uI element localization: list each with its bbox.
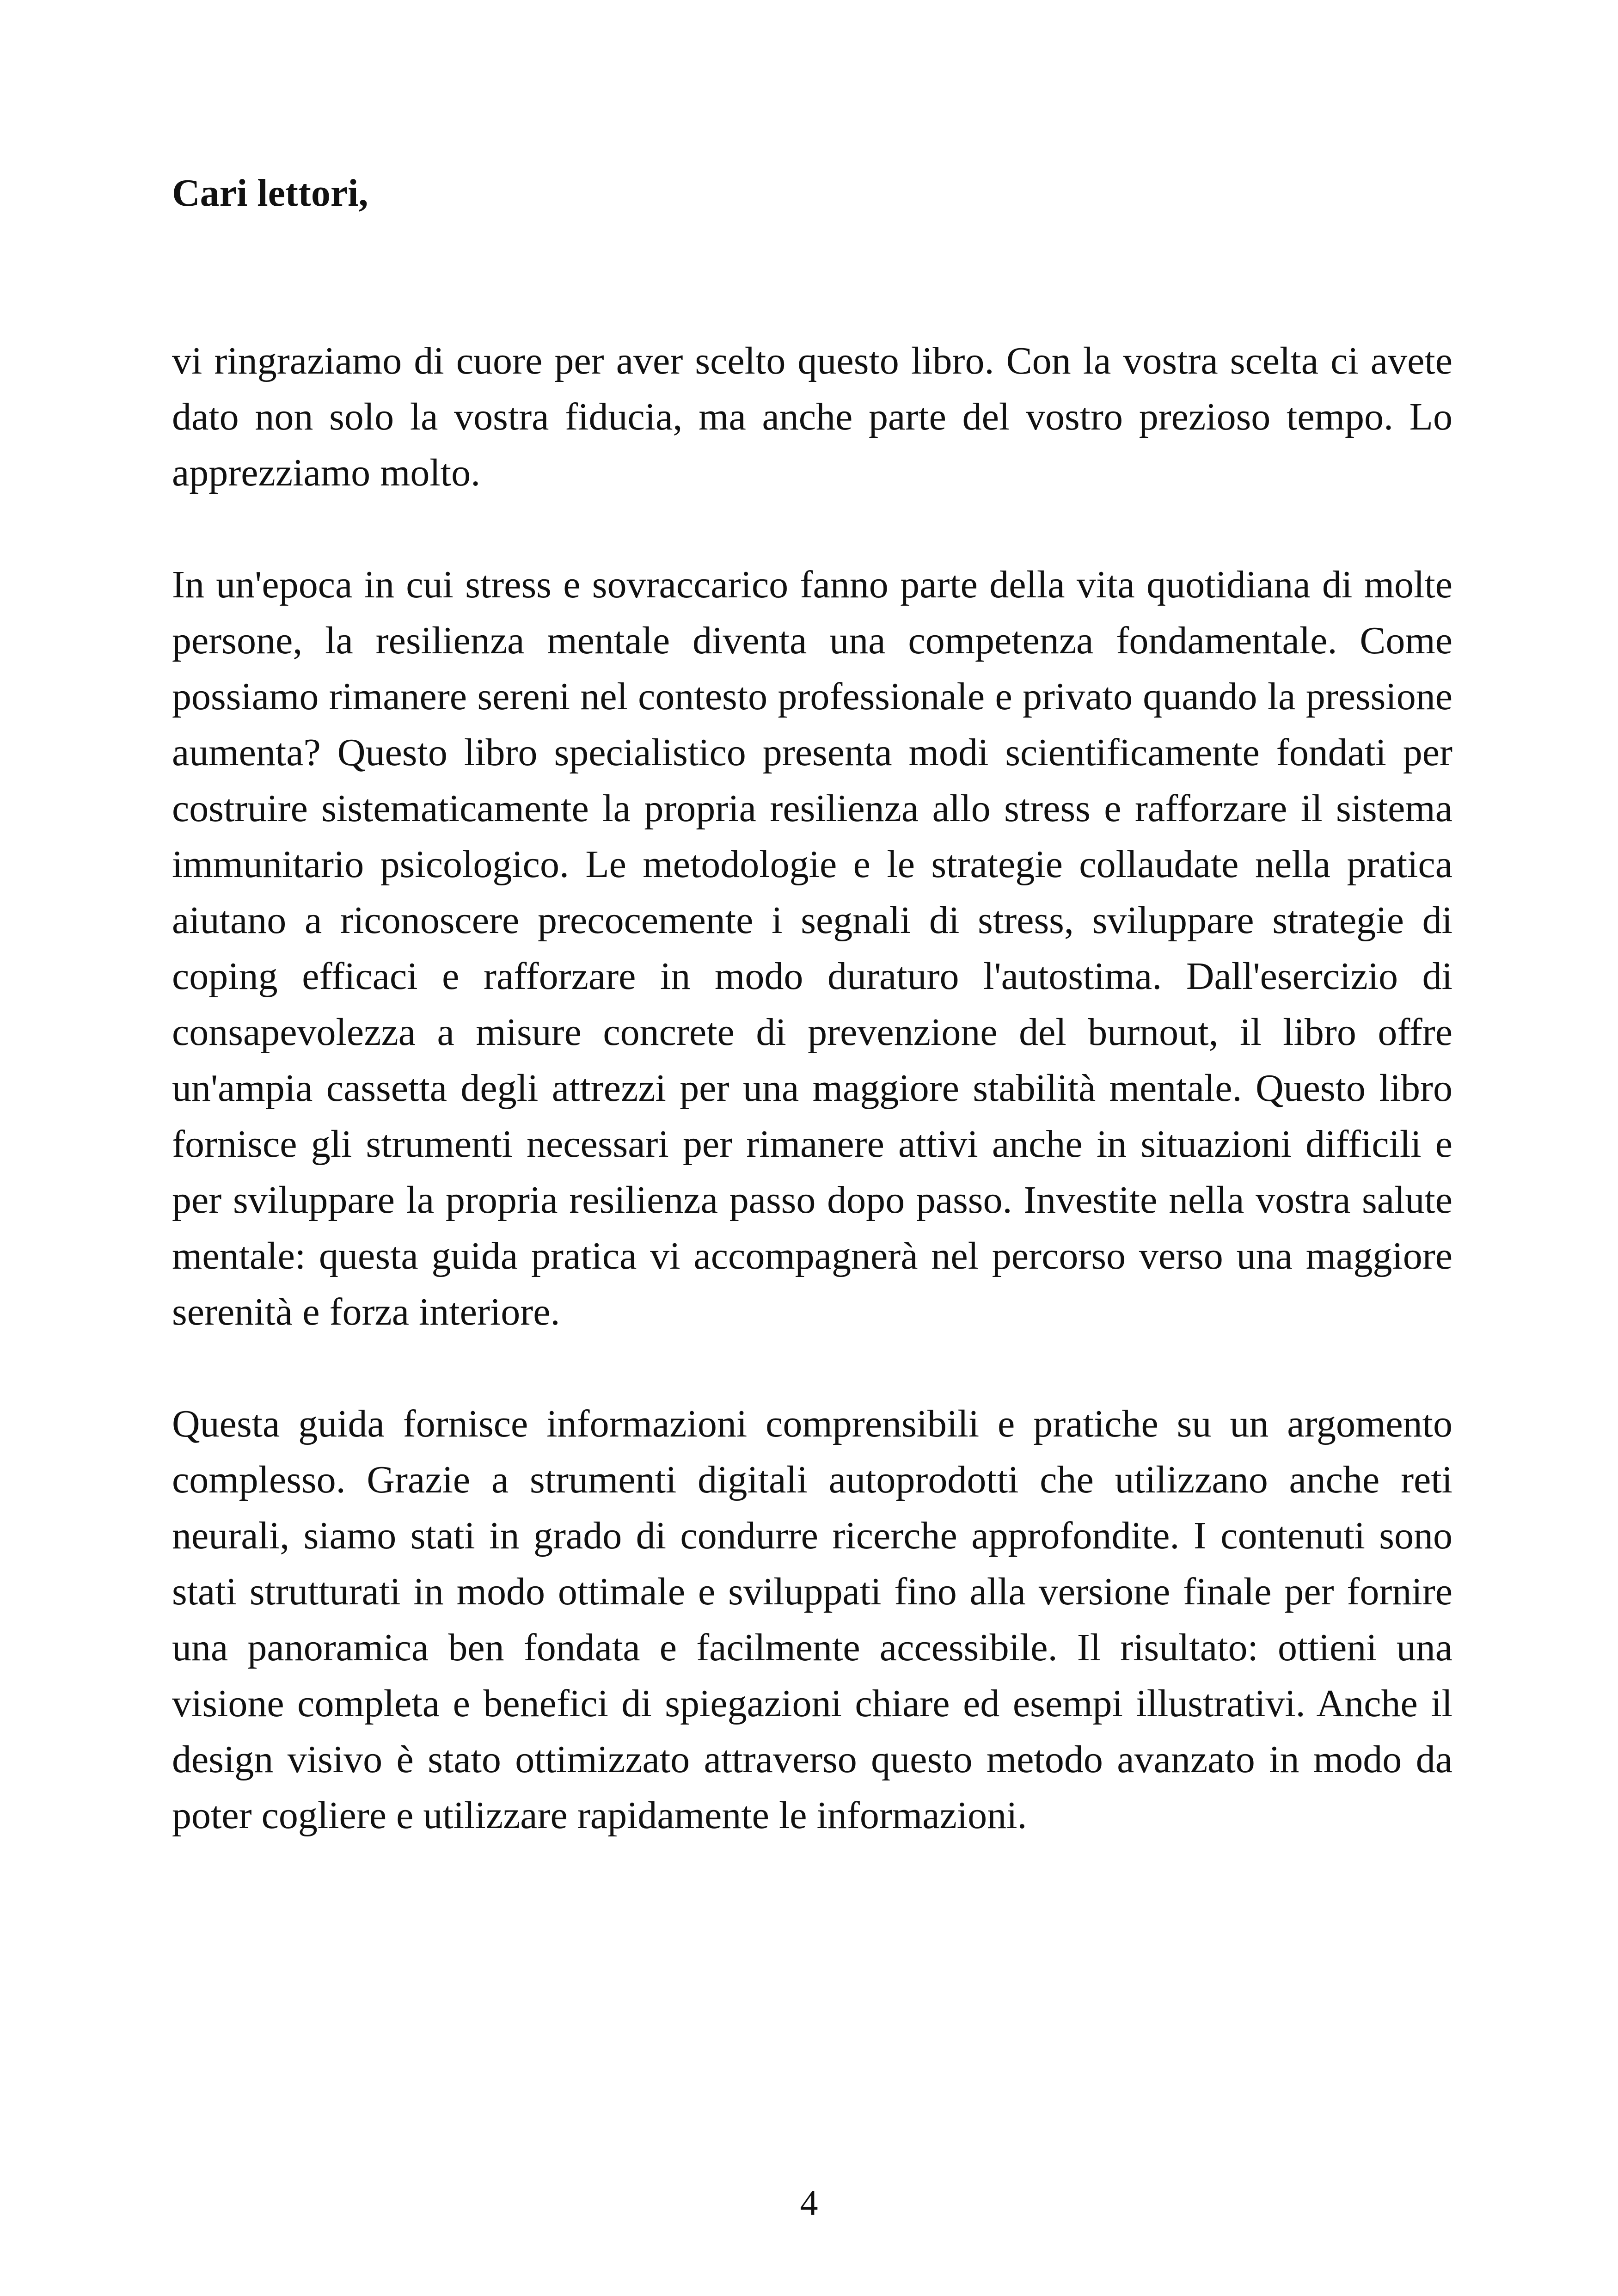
paragraph-thanks: vi ringraziamo di cuore per aver scelto questo libro. Con la vostra scelta ci avete dato non solo la vostra fiducia, ma anche parte del vostro prezioso tempo. Lo apprezziamo molto. (172, 339, 1453, 494)
paragraph-guide: Questa guida fornisce informazioni comprensibili e pratiche su un argomento complesso. Grazie a strumenti digitali autoprodotti che utilizzano anche reti neurali, siamo stati in grado di condurre ricerche approfondite. I contenuti sono stati strutturati in modo ottimale e sviluppati fino alla versione finale per fornire una panoramica ben fondata e facilmente accessibile. Il risultato: ottieni una visione completa e benefici di spiegazioni chiare ed esempi illustrativi. Anche il design visivo è stato ottimizzato attraverso questo metodo avanzato in modo da poter cogliere e utilizzare rapidamente le informazioni. (172, 1402, 1453, 1837)
page-number: 4 (800, 2183, 818, 2223)
letter-body (172, 333, 1453, 1899)
paragraph-resilience: In un'epoca in cui stress e sovraccarico fanno parte della vita quotidiana di molte persone, la resilienza mentale diventa una competenza fondamentale. Come possiamo rimanere sereni nel contesto professionale e privato quando la pressione aumenta? Questo libro specialistico presenta modi scientificamente fondati per costruire sistematicamente la propria resilienza allo stress e rafforzare il sistema immunitario psicologico. Le metodologie e le strategie collaudate nella pratica aiutano a riconoscere precocemente i segnali di stress, sviluppare strategie di coping efficaci e rafforzare in modo duraturo l'autostima. Dall'esercizio di consapevolezza a misure concrete di prevenzione del burnout, il libro offre un'ampia cassetta degli attrezzi per una maggiore stabilità mentale. Questo libro fornisce gli strumenti necessari per rimanere attivi anche in situazioni difficili e per sviluppare la propria resilienza passo dopo passo. Investite nella vostra salute mentale: questa guida pratica vi accompagnerà nel percorso verso una maggiore serenità e forza interiore. (172, 563, 1453, 1333)
salutation-heading: Cari lettori, (172, 172, 368, 215)
